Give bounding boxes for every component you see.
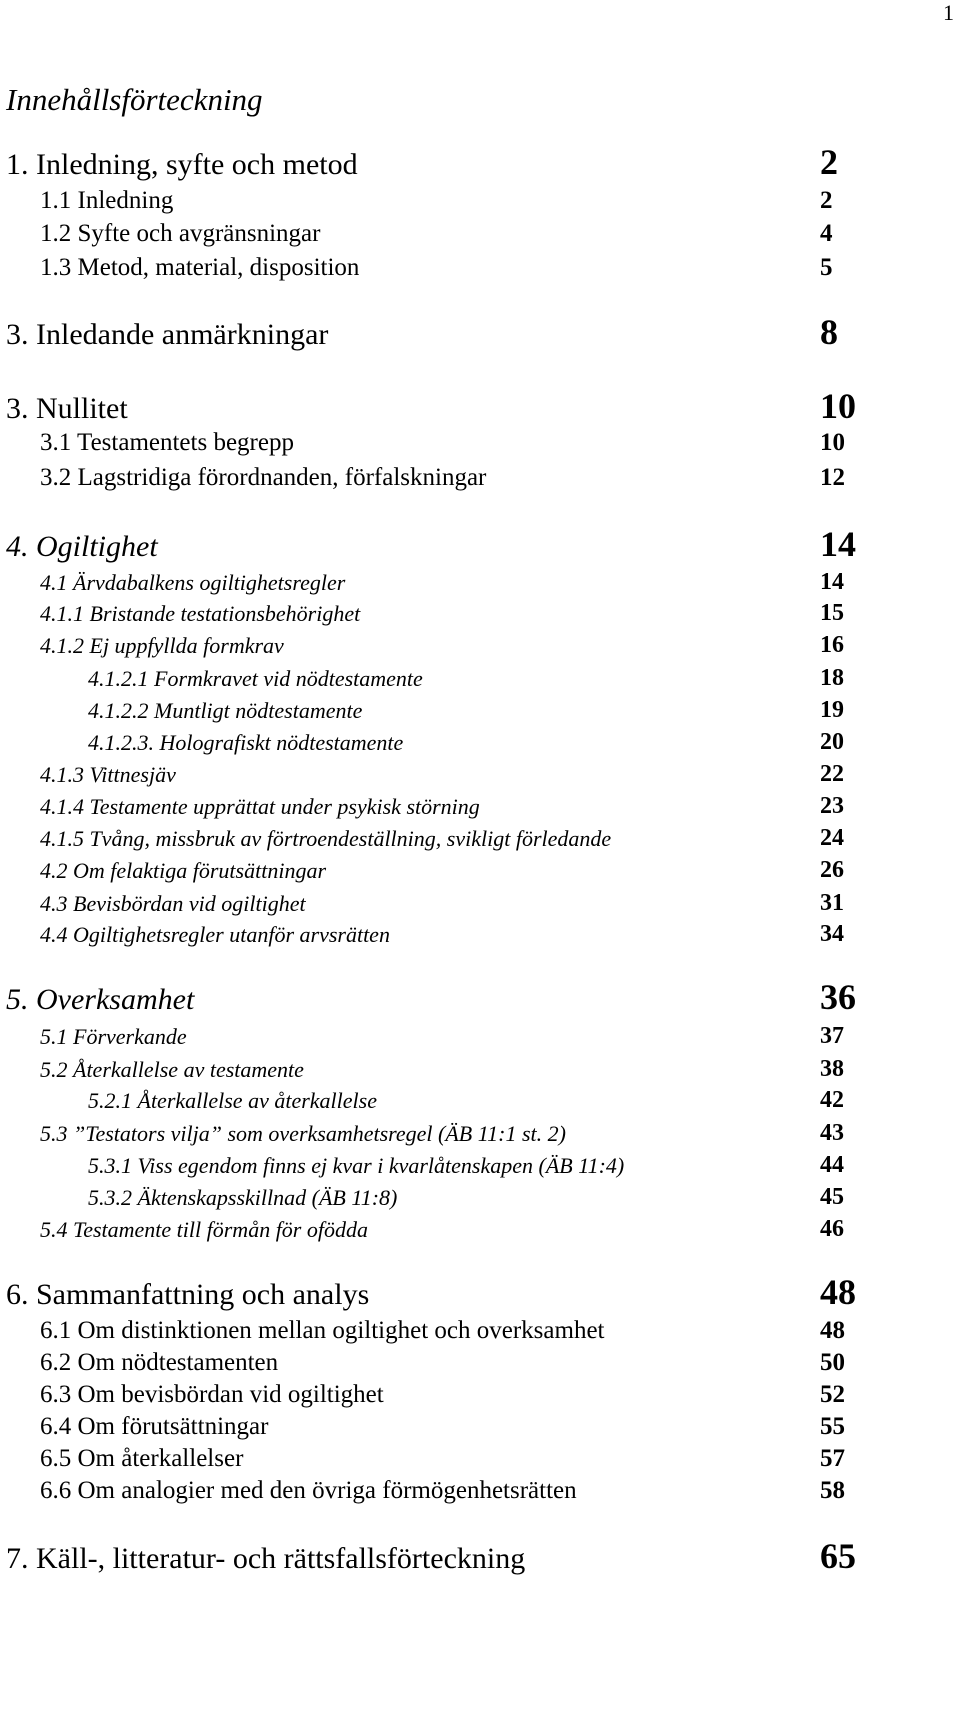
toc-entry <box>0 688 960 722</box>
toc-entry-page: 18 <box>820 665 844 691</box>
toc-entry-page: 10 <box>820 386 856 426</box>
toc-entry <box>0 560 960 594</box>
toc-entry-page: 4 <box>820 220 833 247</box>
toc-entry-page: 24 <box>820 825 844 851</box>
toc-entry-label: 4.1.2 Ej uppfyllda formkrav <box>40 633 284 658</box>
toc-entry <box>0 784 960 818</box>
toc-entry-label: 4.1.1 Bristande testationsbehörighet <box>40 601 361 626</box>
toc-entry-label: 5.4 Testamente till förmån för ofödda <box>40 1217 368 1242</box>
toc-entry-page: 34 <box>820 921 844 947</box>
toc-entry <box>0 720 960 754</box>
toc-entry-page: 42 <box>820 1087 844 1113</box>
toc-entry <box>0 1143 960 1177</box>
toc-entry-label: 3. Inledande anmärkningar <box>6 318 329 351</box>
toc-entry <box>0 1014 960 1048</box>
toc-entry <box>0 1405 960 1439</box>
toc-entry-label: 5.3 ”Testators vilja” som overksamhetsregel (ÄB 11:1 st. 2) <box>40 1121 566 1146</box>
toc-entry <box>0 386 960 426</box>
toc-entry-page: 50 <box>820 1349 845 1376</box>
toc-entry-page: 44 <box>820 1152 844 1178</box>
toc-entry-label: 5.3.1 Viss egendom finns ej kvar i kvarlåtenskapen (ÄB 11:4) <box>88 1153 625 1178</box>
toc-entry-label: 4.1.5 Tvång, missbruk av förtroendeställning, svikligt förledande <box>40 826 612 851</box>
toc-entry <box>0 977 960 1017</box>
toc-heading: Innehållsförteckning <box>6 82 263 117</box>
toc-entry-label: 4.4 Ogiltighetsregler utanför arvsrätten <box>40 922 390 947</box>
toc-entry-page: 48 <box>820 1317 845 1344</box>
toc-entry <box>0 179 960 213</box>
toc-entry-label: 4.1 Ärvdabalkens ogiltighetsregler <box>40 570 346 595</box>
toc-entry-label: 5.2.1 Återkallelse av återkallelse <box>88 1088 377 1113</box>
toc-entry-page: 14 <box>820 524 856 564</box>
toc-entry-label: 4.1.2.3. Holografiskt nödtestamente <box>88 730 404 755</box>
toc-entry-page: 37 <box>820 1023 844 1049</box>
toc-entry <box>0 623 960 657</box>
page-number: 1 <box>943 0 954 25</box>
toc-entry <box>0 212 960 246</box>
toc-entry <box>0 1469 960 1503</box>
toc-entry-label: 5. Overksamhet <box>6 983 195 1016</box>
toc-entry-label: 6.1 Om distinktionen mellan ogiltighet och overksamhet <box>40 1317 605 1344</box>
toc-entry-label: 1. Inledning, syfte och metod <box>6 148 358 181</box>
toc-entry <box>0 524 960 564</box>
toc-entry <box>0 816 960 850</box>
toc-entry <box>0 1047 960 1081</box>
toc-entry-label: 6. Sammanfattning och analys <box>6 1278 370 1311</box>
toc-entry-label: 7. Käll-, litteratur- och rättsfallsförteckning <box>6 1542 526 1575</box>
toc-entry-page: 58 <box>820 1477 845 1504</box>
toc-entry-label: 6.5 Om återkallelser <box>40 1445 244 1472</box>
toc-entry <box>0 881 960 915</box>
toc-entry <box>0 1437 960 1471</box>
toc-entry-page: 26 <box>820 857 844 883</box>
toc-entry <box>0 246 960 280</box>
toc-entry-page: 45 <box>820 1184 844 1210</box>
toc-entry-page: 22 <box>820 761 844 787</box>
toc-entry-page: 65 <box>820 1536 856 1576</box>
toc-entry-page: 48 <box>820 1272 856 1312</box>
toc-entry-label: 3.1 Testamentets begrepp <box>40 429 294 456</box>
toc-entry-page: 8 <box>820 312 838 352</box>
toc-entry-label: 4.1.2.2 Muntligt nödtestamente <box>88 698 363 723</box>
toc-entry-label: 1.2 Syfte och avgränsningar <box>40 220 321 247</box>
toc-entry <box>0 456 960 490</box>
toc-entry <box>0 1175 960 1209</box>
toc-entry-page: 57 <box>820 1445 845 1472</box>
toc-entry-label: 6.2 Om nödtestamenten <box>40 1349 279 1376</box>
toc-entry-page: 14 <box>820 569 844 595</box>
toc-entry <box>0 912 960 946</box>
toc-entry <box>0 312 960 352</box>
toc-entry-page: 52 <box>820 1381 845 1408</box>
toc-entry <box>0 1272 960 1312</box>
toc-entry-label: 5.1 Förverkande <box>40 1024 187 1049</box>
toc-entry-label: 4.1.2.1 Formkravet vid nödtestamente <box>88 666 423 691</box>
toc-entry <box>0 142 960 182</box>
toc-entry-page: 10 <box>820 429 845 456</box>
toc-entry-label: 5.3.2 Äktenskapsskillnad (ÄB 11:8) <box>88 1185 398 1210</box>
toc-entry-page: 15 <box>820 600 844 626</box>
toc-entry-page: 20 <box>820 729 844 755</box>
toc-entry <box>0 1341 960 1375</box>
toc-entry-page: 43 <box>820 1120 844 1146</box>
toc-entry-label: 6.3 Om bevisbördan vid ogiltighet <box>40 1381 384 1408</box>
toc-entry-page: 2 <box>820 142 838 182</box>
toc-entry-label: 4.2 Om felaktiga förutsättningar <box>40 858 326 883</box>
toc-entry-page: 23 <box>820 793 844 819</box>
toc-entry <box>0 1536 960 1576</box>
toc-entry-page: 2 <box>820 187 833 214</box>
toc-entry-label: 3. Nullitet <box>6 392 128 425</box>
toc-entry-label: 1.1 Inledning <box>40 187 174 214</box>
toc-entry-page: 36 <box>820 977 856 1017</box>
toc-entry-label: 5.2 Återkallelse av testamente <box>40 1057 304 1082</box>
toc-entry-label: 6.4 Om förutsättningar <box>40 1413 269 1440</box>
toc-entry-page: 19 <box>820 697 844 723</box>
toc-entry-page: 16 <box>820 632 844 658</box>
toc-entry-page: 46 <box>820 1216 844 1242</box>
toc-entry <box>0 752 960 786</box>
toc-entry <box>0 1207 960 1241</box>
toc-entry-page: 31 <box>820 890 844 916</box>
toc-entry-label: 6.6 Om analogier med den övriga förmögenhetsrätten <box>40 1477 577 1504</box>
toc-entry <box>0 1373 960 1407</box>
toc-entry-label: 3.2 Lagstridiga förordnanden, förfalskningar <box>40 464 487 491</box>
toc-entry-page: 38 <box>820 1056 844 1082</box>
toc-entry <box>0 656 960 690</box>
toc-entry-label: 4.1.3 Vittnesjäv <box>40 762 176 787</box>
toc-entry <box>0 591 960 625</box>
toc-entry-label: 1.3 Metod, material, disposition <box>40 254 360 281</box>
toc-entry-page: 12 <box>820 464 845 491</box>
toc-entry-page: 55 <box>820 1413 845 1440</box>
toc-entry <box>0 1111 960 1145</box>
toc-entry <box>0 421 960 455</box>
toc-entry <box>0 1309 960 1343</box>
toc-entry <box>0 848 960 882</box>
toc-entry-label: 4.3 Bevisbördan vid ogiltighet <box>40 891 306 916</box>
toc-entry <box>0 1078 960 1112</box>
toc-entry-page: 5 <box>820 254 833 281</box>
toc-entry-label: 4. Ogiltighet <box>6 530 158 563</box>
toc-entry-label: 4.1.4 Testamente upprättat under psykisk störning <box>40 794 480 819</box>
